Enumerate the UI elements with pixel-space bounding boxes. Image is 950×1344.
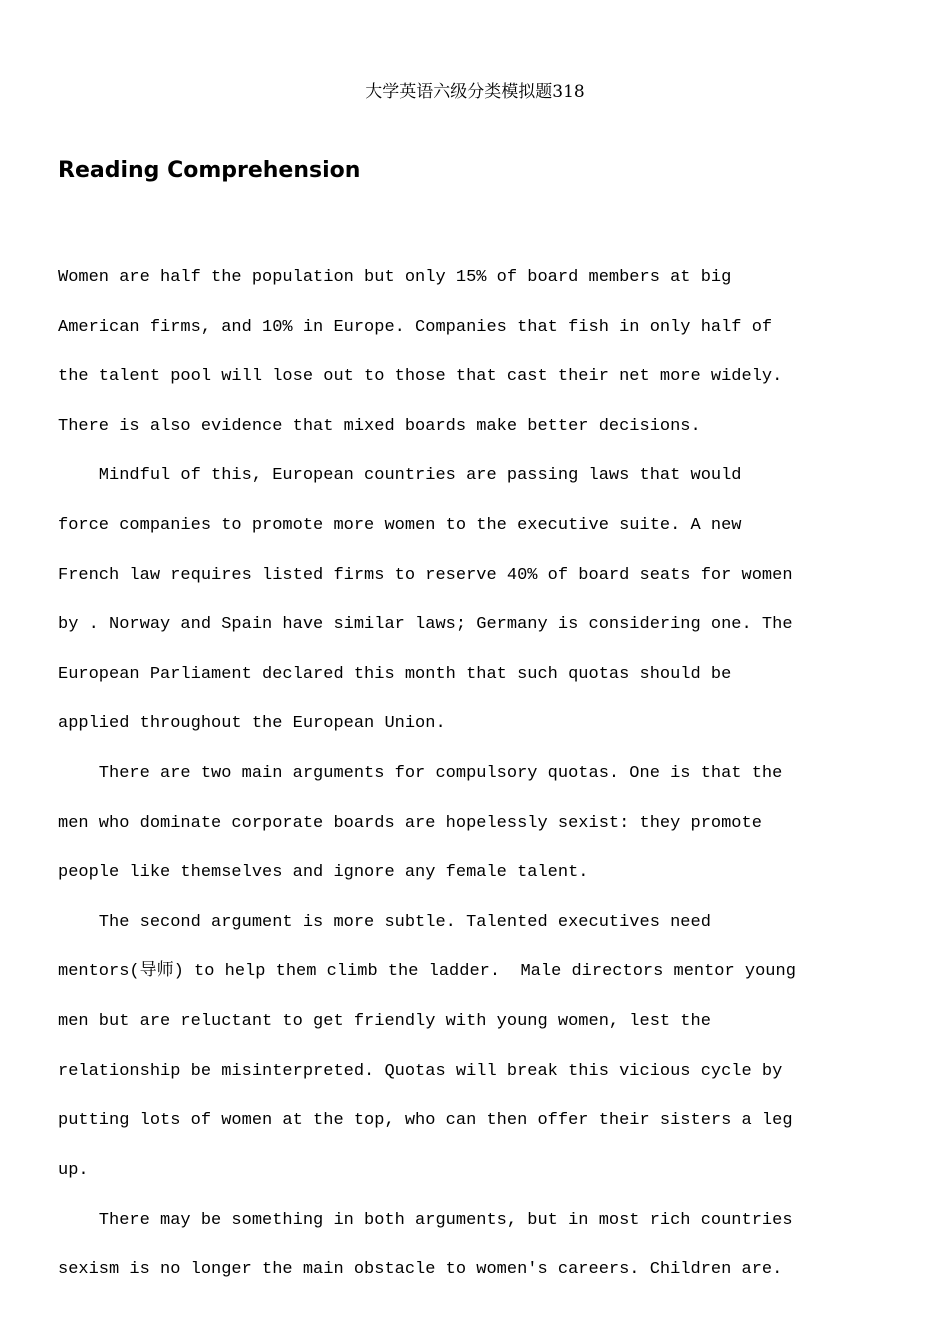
passage-line: The second argument is more subtle. Talented executives need — [58, 913, 711, 932]
passage-line: men who dominate corporate boards are hopelessly sexist: they promote — [58, 814, 762, 833]
passage-line: by . Norway and Spain have similar laws; Germany is considering one. The — [58, 615, 793, 634]
passage-line: men but are reluctant to get friendly with young women, lest the — [58, 1012, 711, 1031]
passage-line: There are two main arguments for compulsory quotas. One is that the — [58, 764, 783, 783]
passage-line: the talent pool will lose out to those that cast their net more widely. — [58, 367, 783, 386]
section-heading: Reading Comprehension — [58, 158, 361, 183]
passage-line: French law requires listed firms to reserve 40% of board seats for women — [58, 566, 793, 585]
document-title: 大学英语六级分类模拟题318 — [365, 82, 585, 102]
passage-line: people like themselves and ignore any female talent. — [58, 863, 589, 882]
passage-line: American firms, and 10% in Europe. Companies that fish in only half of — [58, 318, 773, 337]
passage-line: There may be something in both arguments, but in most rich countries — [58, 1211, 793, 1230]
passage-line: European Parliament declared this month that such quotas should be — [58, 665, 732, 684]
passage-line: applied throughout the European Union. — [58, 714, 446, 733]
passage-line: force companies to promote more women to the executive suite. A new — [58, 516, 742, 535]
passage-line: putting lots of women at the top, who can then offer their sisters a leg — [58, 1111, 793, 1130]
passage-line: sexism is no longer the main obstacle to women's careers. Children are. — [58, 1260, 783, 1279]
passage-line: relationship be misinterpreted. Quotas will break this vicious cycle by — [58, 1062, 783, 1081]
passage-line: up. — [58, 1161, 89, 1180]
passage-line: There is also evidence that mixed boards make better decisions. — [58, 417, 701, 436]
passage-line: mentors(导师) to help them climb the ladder. Male directors mentor young — [58, 962, 796, 981]
passage-line: Mindful of this, European countries are passing laws that would — [58, 466, 742, 485]
passage-line: Women are half the population but only 15% of board members at big — [58, 268, 732, 287]
